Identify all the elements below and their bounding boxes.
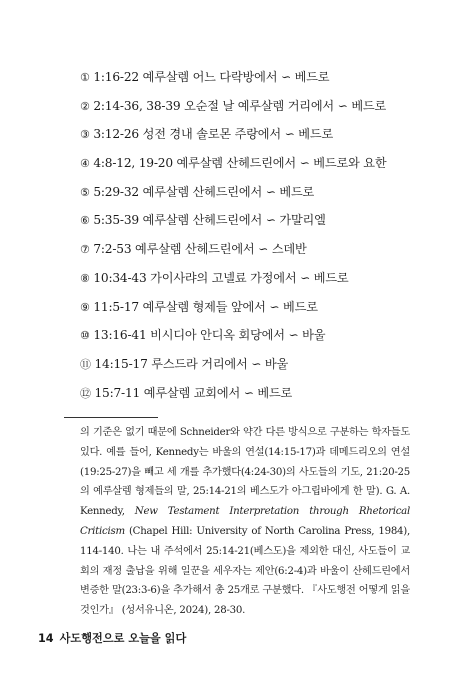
list-item-text: 5:29-32 예루살렘 산헤드린에서 ∽ 베드로 bbox=[89, 184, 315, 199]
list-item-number: ② bbox=[80, 99, 90, 113]
list-item-text: 4:8-12, 19-20 예루살렘 산헤드린에서 ∽ 베드로와 요한 bbox=[89, 156, 387, 171]
list-item-text: 7:2-53 예루살렘 산헤드린에서 ∽ 스데반 bbox=[89, 242, 307, 257]
list-item-number: ⑧ bbox=[80, 271, 90, 285]
list-item-text: 1:16-22 예루살렘 어느 다락방에서 ∽ 베드로 bbox=[89, 70, 330, 84]
list-item-text: 13:16-41 비시디아 안디옥 회당에서 ∽ 바울 bbox=[89, 328, 326, 343]
list-item-number: ⑦ bbox=[80, 243, 90, 257]
list-item-number: ⑫ bbox=[80, 386, 91, 400]
page-footer bbox=[38, 630, 186, 646]
list-item-text: 5:35-39 예루살렘 산헤드린에서 ∽ 가말리엘 bbox=[89, 213, 326, 228]
footnote-text-part1: 의 기준은 없기 때문에 Schneider와 약간 다른 방식으로 구분하는 학자들도 있다. 예를 들어, Kennedy는 바울의 연설(14:15-17)과 데메드리오의 연설(19:25-27)을 빼고 세 개를 추가했다(4:24-30)의 사도들의 기도, 21:20-25의 예루살렘 형제들의 말, 25:14-21의 베스도가 아그립바에게 한 말). G. A. Kennedy, bbox=[80, 427, 410, 518]
list-item-number: ⑨ bbox=[80, 300, 90, 314]
list-item-number: ⑤ bbox=[80, 185, 90, 199]
footnote-divider bbox=[64, 417, 158, 418]
list-item bbox=[80, 63, 460, 92]
footnote bbox=[80, 423, 410, 621]
list-item bbox=[80, 92, 460, 121]
list-item bbox=[80, 264, 460, 293]
list-item-number: ⑪ bbox=[80, 357, 91, 371]
list-item bbox=[80, 350, 460, 379]
list-item-text: 10:34-43 가이사랴의 고넬료 가정에서 ∽ 베드로 bbox=[89, 270, 349, 285]
list-item-number: ⑥ bbox=[80, 214, 90, 228]
list-item-text: 15:7-11 예루살렘 교회에서 ∽ 베드로 bbox=[90, 385, 293, 400]
list-item bbox=[80, 293, 460, 322]
list-item bbox=[80, 321, 460, 350]
list-item bbox=[80, 120, 460, 149]
list-item-number: ③ bbox=[80, 128, 90, 142]
page-number: 14 bbox=[38, 632, 54, 645]
list-item-text: 3:12-26 성전 경내 솔로몬 주랑에서 ∽ 베드로 bbox=[89, 127, 334, 142]
list-item-number: ④ bbox=[80, 157, 90, 171]
speech-list bbox=[80, 63, 460, 407]
footnote-text-part2: (Chapel Hill: University of North Carolina Press, 1984), 114-140. 나는 내 주석에서 25:14-21(베스도)을 제외한 대신, 사도들이 교회의 재정 출납을 위해 일꾼을 세우자는 제안(6:2-4)과 바울이 산헤드린에서 변증한 말(23:3-6)을 추가해서 총 25개로 구분했다. 『사도행전 어떻게 읽을 것인가』 (성서유니온, 2024), 28-30. bbox=[80, 525, 410, 617]
list-item bbox=[80, 235, 460, 264]
running-title: 사도행전으로 오늘을 읽다 bbox=[59, 632, 187, 645]
list-item bbox=[80, 206, 460, 235]
list-item-number: ① bbox=[80, 71, 90, 84]
footnote-book-title-italic: New Testament Interpretation through Rhetorical Criticism bbox=[80, 506, 411, 537]
list-item bbox=[80, 149, 460, 178]
list-item-text: 14:15-17 루스드라 거리에서 ∽ 바울 bbox=[90, 356, 289, 371]
list-item-text: 11:5-17 예루살렘 형제들 앞에서 ∽ 베드로 bbox=[89, 299, 318, 314]
list-item bbox=[80, 379, 460, 408]
list-item bbox=[80, 178, 460, 207]
list-item-text: 2:14-36, 38-39 오순절 날 예루살렘 거리에서 ∽ 베드로 bbox=[89, 98, 387, 113]
list-item-number: ⑩ bbox=[80, 329, 90, 343]
